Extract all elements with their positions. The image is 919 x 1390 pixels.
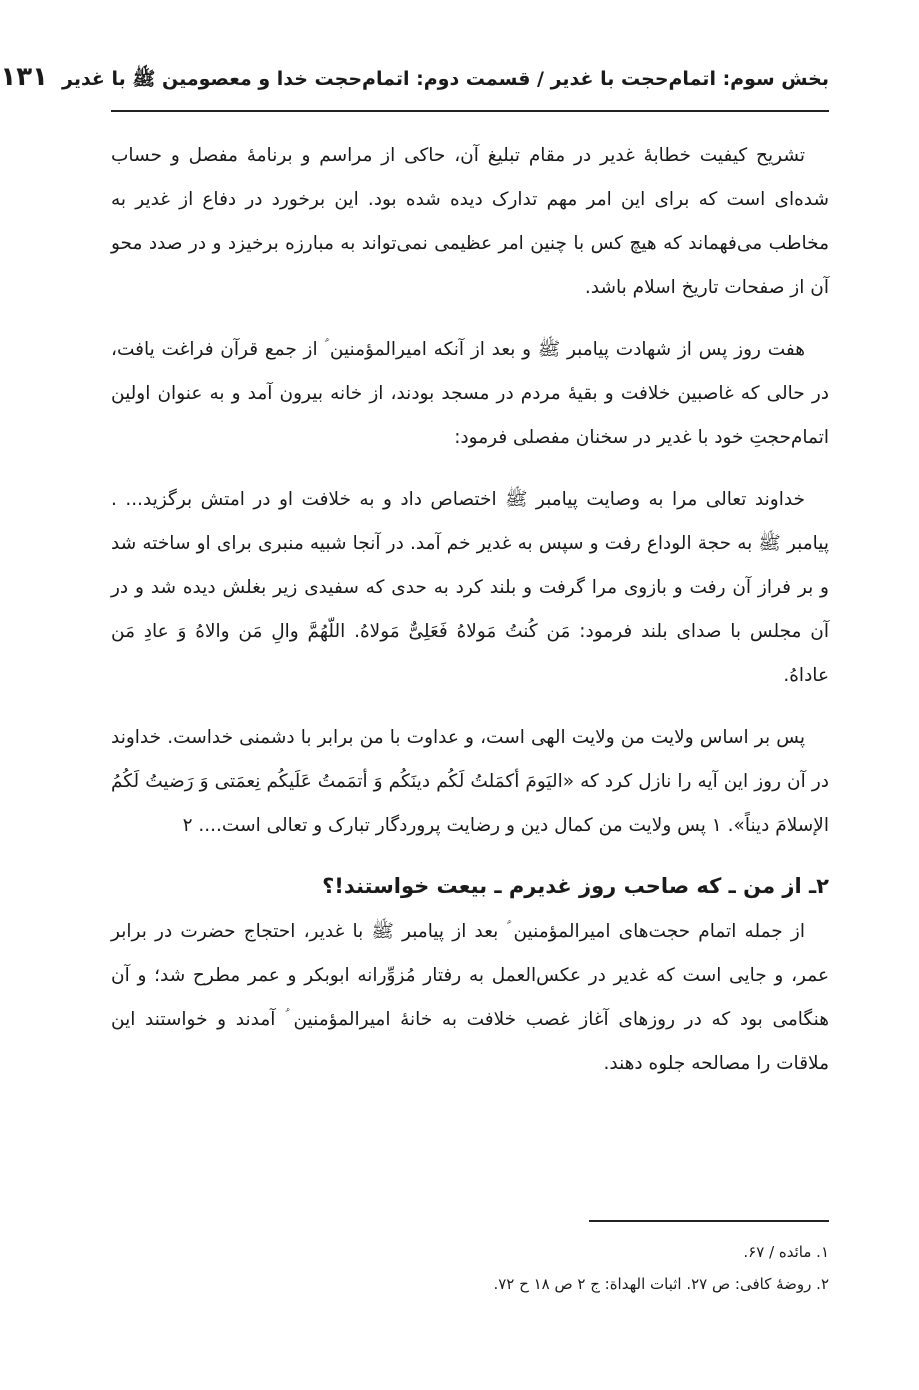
footnotes: [111, 1220, 829, 1300]
body-text: [111, 134, 829, 1086]
paragraph-3-quotation: [111, 478, 829, 698]
section-heading: ۲ـ از من ـ که صاحب روز غدیرم ـ بیعت خواستند!؟: [322, 874, 829, 898]
paragraph-3-text: خداوند تعالی مرا به وصایت پیامبر ﷺ اختصاص داد و به خلافت او در امتش برگزید... . پیامبر ﷺ به حجة الوداع رفت و سپس به غدیر خم آمد. در آنجا شبیه منبری برای او ساخته شد و بر فراز آن رفت و بازوی مرا گرفت و بلند کرد به حدی که سفیدی زیر بغلش دیده شد و در آن مجلس با صدای بلند فرمود: مَن کُنتُ مَولاهُ فَعَلِیٌّ مَولاهُ. اللّهُمَّ والِ مَن والاهُ وَ عادِ مَن عاداهُ.: [111, 489, 829, 686]
footnote-2: ۲. روضهٔ کافی: ص ۲۷. اثبات الهداة: ج ۲ ص ۱۸ ح ۷۲.: [493, 1275, 829, 1293]
paragraph-1-text: تشریح کیفیت خطابهٔ غدیر در مقام تبلیغ آن، حاکی از مراسم و برنامهٔ مفصل و حساب شده‌ای است که برای این امر مهم تدارک دیده شده بود. این برخورد در دفاع از غدیر به مخاطب می‌فهماند که هیچ کس با چنین امر عظیمی نمی‌تواند به مبارزه برخیزد و در صدد محو آن از صفحات تاریخ اسلام باشد.: [111, 145, 829, 298]
book-page: [0, 62, 829, 1362]
section-paragraph-text: از جمله اتمام حجت‌های امیرالمؤمنین ؑ بعد از پیامبر ﷺ با غدیر، احتجاج حضرت در برابر عمر، و جایی است که غدیر در عکس‌العمل به رفتار مُزوِّرانه ابوبکر و عمر مطرح شد؛ و آن هنگامی بود که در روزهای آغاز غصب خلافت به خانهٔ امیرالمؤمنین ؑ آمدند و خواستند این ملاقات را مصالحه جلوه دهند.: [111, 921, 829, 1074]
paragraph-2-text: هفت روز پس از شهادت پیامبر ﷺ و بعد از آنکه امیرالمؤمنین ؑ از جمع قرآن فراغت یافت، در حالی که غاصبین خلافت و بقیهٔ مردم در مسجد بودند، از خانه بیرون آمد و به عنوان اولین اتمام‌حجتِ خود با غدیر در سخنان مفصلی فرمود:: [111, 339, 829, 448]
footnote-rule: [589, 1220, 829, 1222]
footnote-1: ۱. مائده / ۶۷.: [743, 1243, 829, 1261]
section-paragraph: [111, 910, 829, 1086]
paragraph-2: [111, 328, 829, 460]
page-number: ۱۳۱: [0, 62, 48, 92]
paragraph-4: [111, 716, 829, 848]
paragraph-1: [111, 134, 829, 310]
running-title: بخش سوم: اتمام‌حجت با غدیر / قسمت دوم: اتمام‌حجت خدا و معصومین ﷺ با غدیر: [62, 68, 829, 90]
running-header: [0, 62, 829, 112]
paragraph-4-text: پس بر اساس ولایت من ولایت الهی است، و عداوت با من برابر با دشمنی خداست. خداوند در آن روز این آیه را نازل کرد که «الیَومَ أکمَلتُ لَکُم دینَکُم وَ أتمَمتُ عَلَیکُم نِعمَتی وَ رَضیتُ لَکُمُ الإسلامَ دیناً». ۱ پس ولایت من کمال دین و رضایت پروردگار تبارک و تعالی است.... ۲: [111, 727, 829, 836]
